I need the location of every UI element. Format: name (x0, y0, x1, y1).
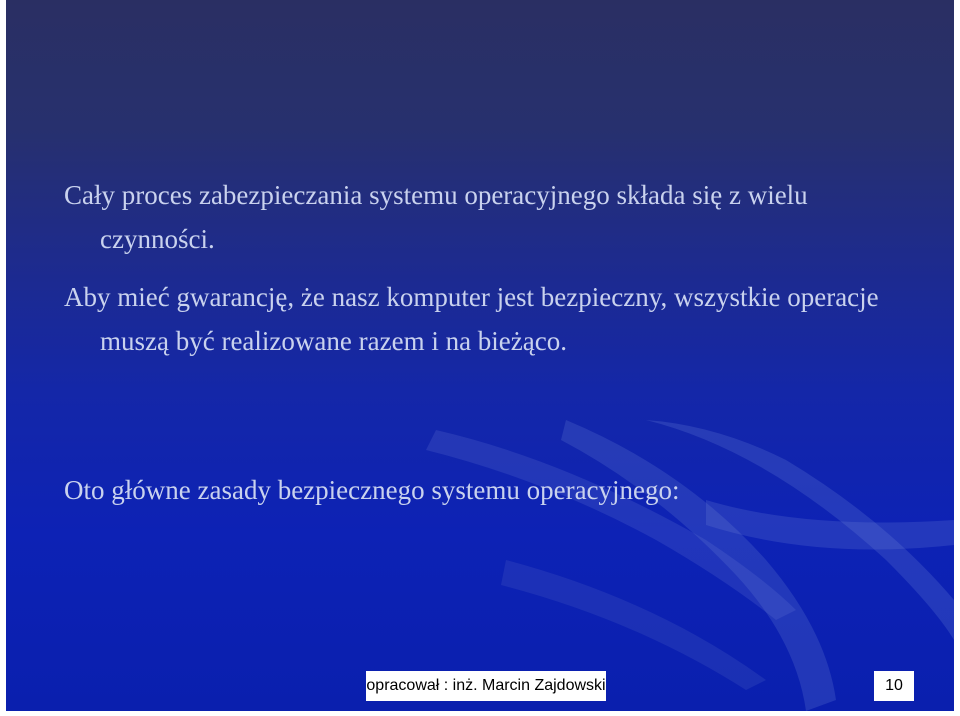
footer-page-number: 10 (874, 671, 914, 701)
paragraph-2: Aby mieć gwarancję, że nasz komputer jest bezpieczny, wszystkie operacje muszą być realizowane razem i na bieżąco. (64, 282, 879, 356)
paragraph-3: Oto główne zasady bezpiecznego systemu operacyjnego: (64, 475, 680, 505)
paragraph-1: Cały proces zabezpieczania systemu operacyjnego składa się z wielu czynności. (64, 180, 808, 254)
slide (6, 0, 954, 711)
footer-author: opracował : inż. Marcin Zajdowski (366, 671, 606, 701)
slide-body (6, 0, 954, 711)
